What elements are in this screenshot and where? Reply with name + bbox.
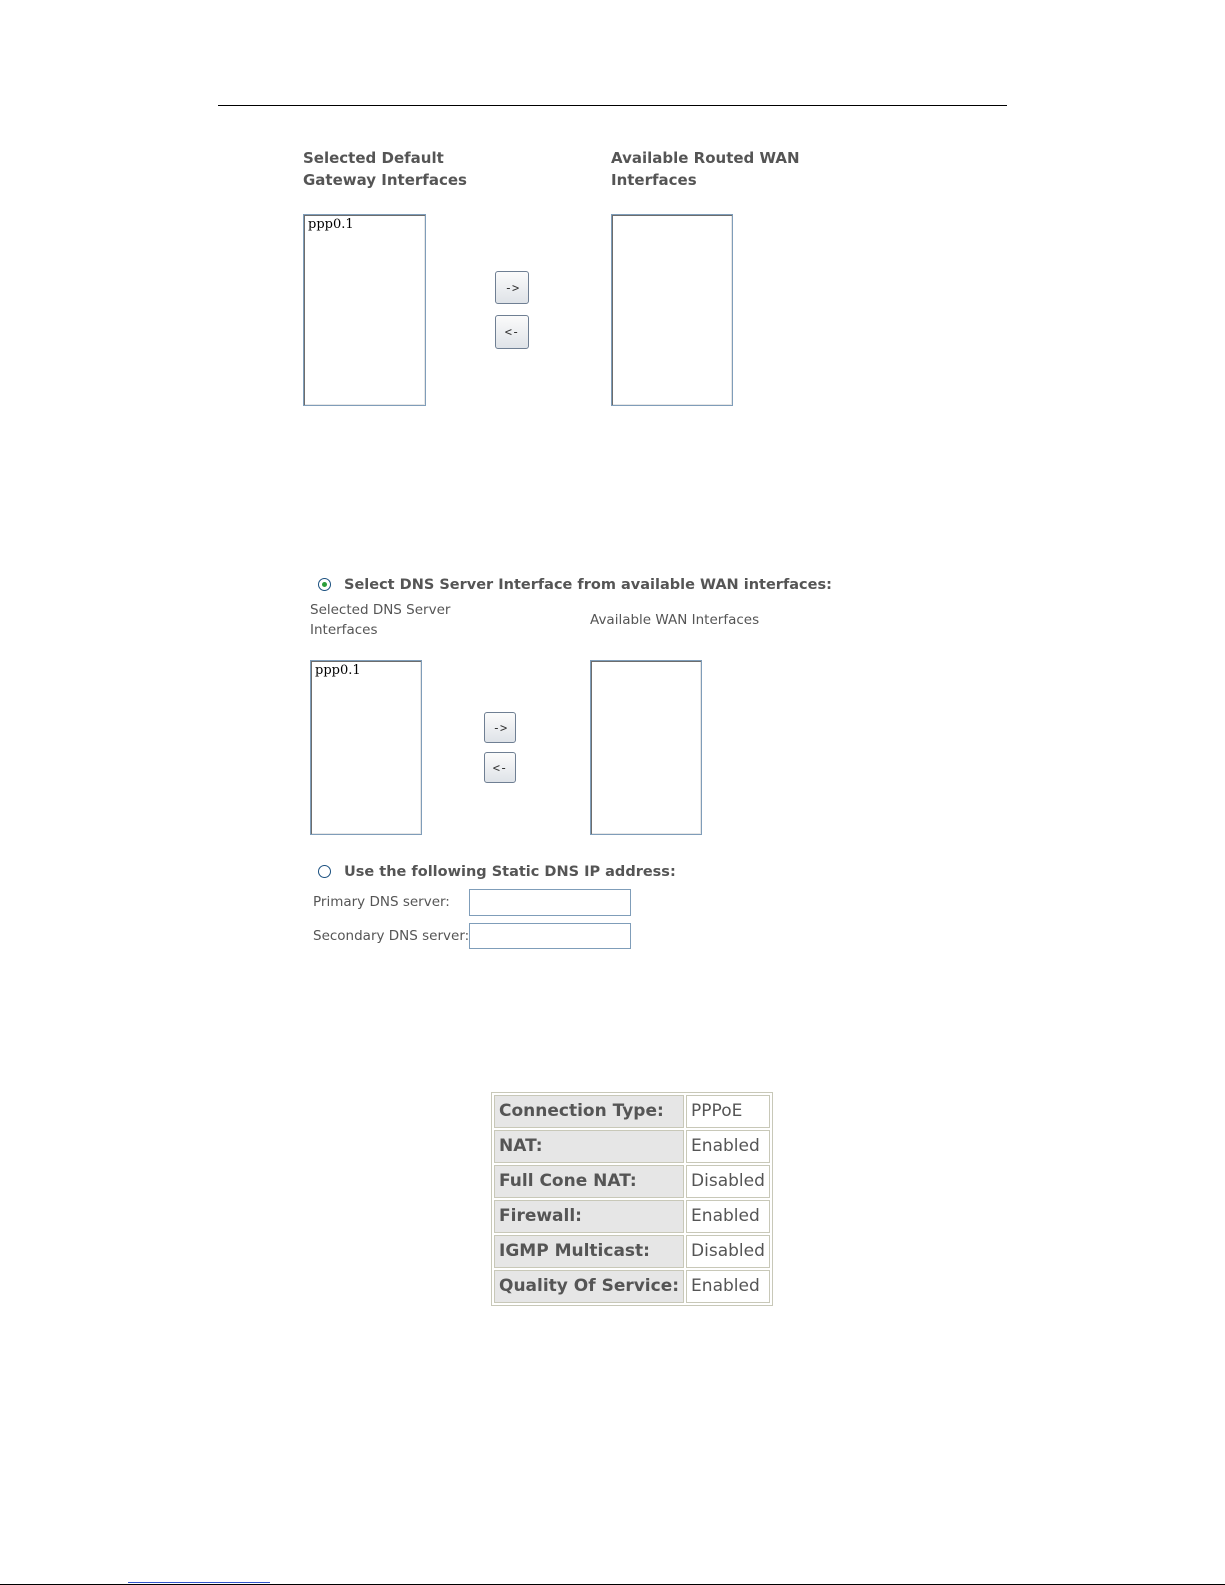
- table-row: [494, 1130, 770, 1163]
- list-item[interactable]: ppp0.1: [315, 663, 361, 678]
- table-row: [494, 1200, 770, 1233]
- selected-gateway-listbox[interactable]: [303, 214, 426, 406]
- list-item[interactable]: ppp0.1: [308, 217, 354, 232]
- available-dns-listbox[interactable]: [590, 660, 702, 835]
- summary-value: Enabled: [686, 1200, 770, 1233]
- dns-interface-radio[interactable]: [318, 578, 331, 591]
- summary-key: NAT:: [494, 1130, 684, 1163]
- secondary-dns-input[interactable]: [469, 923, 631, 949]
- table-row: [494, 1270, 770, 1303]
- footer-link-underline: [128, 1582, 270, 1583]
- static-dns-radio[interactable]: [318, 865, 331, 878]
- summary-value: Enabled: [686, 1270, 770, 1303]
- primary-dns-input[interactable]: [469, 889, 631, 916]
- move-to-selected-button[interactable]: <-: [495, 315, 529, 349]
- table-row: [494, 1095, 770, 1128]
- available-dns-label: Available WAN Interfaces: [590, 612, 760, 628]
- wan-summary-table: [491, 1092, 773, 1306]
- summary-key: Quality Of Service:: [494, 1270, 684, 1303]
- summary-value: Disabled: [686, 1235, 770, 1268]
- header-rule: [218, 105, 1007, 106]
- summary-value: Enabled: [686, 1130, 770, 1163]
- secondary-dns-label: Secondary DNS server:: [313, 928, 470, 944]
- summary-value: Disabled: [686, 1165, 770, 1198]
- summary-key: Firewall:: [494, 1200, 684, 1233]
- dns-move-to-available-button[interactable]: ->: [484, 712, 516, 743]
- summary-key: Connection Type:: [494, 1095, 684, 1128]
- available-wan-listbox[interactable]: [611, 214, 733, 406]
- primary-dns-label: Primary DNS server:: [313, 894, 450, 910]
- selected-dns-label: Selected DNS Server Interfaces: [310, 602, 451, 638]
- table-row: [494, 1165, 770, 1198]
- summary-key: Full Cone NAT:: [494, 1165, 684, 1198]
- static-dns-option-label: Use the following Static DNS IP address:: [344, 864, 676, 880]
- table-row: [494, 1235, 770, 1268]
- dns-interface-option-label: Select DNS Server Interface from available WAN interfaces:: [344, 577, 832, 593]
- move-to-available-button[interactable]: ->: [495, 271, 529, 304]
- summary-key: IGMP Multicast:: [494, 1235, 684, 1268]
- available-wan-header: Available Routed WAN Interfaces: [611, 149, 800, 189]
- selected-dns-listbox[interactable]: [310, 660, 422, 835]
- summary-value: PPPoE: [686, 1095, 770, 1128]
- selected-gateway-header: Selected Default Gateway Interfaces: [303, 149, 467, 189]
- dns-move-to-selected-button[interactable]: <-: [484, 752, 516, 783]
